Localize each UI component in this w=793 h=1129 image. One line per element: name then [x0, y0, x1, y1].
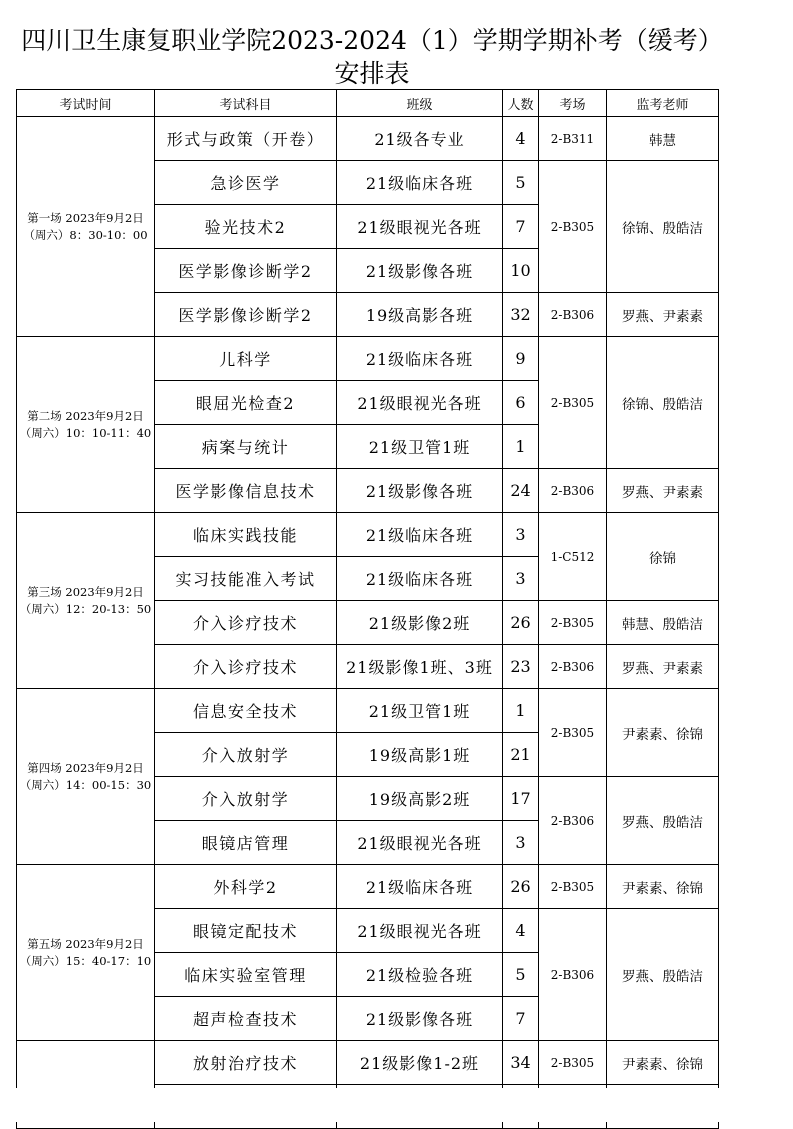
- exam-class: 21级影像1班、3班: [337, 645, 503, 689]
- exam-class: 21级影像1-2班: [337, 1041, 503, 1085]
- exam-subject: 外科学2: [155, 865, 337, 909]
- proctor: 尹素素、徐锦: [607, 689, 719, 777]
- exam-class: 21级眼视光各班: [337, 909, 503, 953]
- student-count: 17: [503, 777, 539, 821]
- page-cutoff: [0, 1088, 793, 1122]
- table-row: [17, 117, 719, 161]
- exam-subject: 医学影像诊断学2: [155, 249, 337, 293]
- student-count: 10: [503, 249, 539, 293]
- student-count: 3: [503, 557, 539, 601]
- exam-subject: 实习技能准入考试: [155, 557, 337, 601]
- session-time: 第一场 2023年9月2日（周六）8：30-10：00: [17, 117, 155, 337]
- session-time: 第三场 2023年9月2日（周六）12：20-13：50: [17, 513, 155, 689]
- header-class: 班级: [337, 90, 503, 117]
- exam-class: 21级眼视光各班: [337, 381, 503, 425]
- exam-room: 2-B305: [539, 601, 607, 645]
- student-count: 26: [503, 865, 539, 909]
- page-title: 四川卫生康复职业学院2023-2024（1）学期学期补考（缓考）安排表: [21, 26, 723, 88]
- student-count: 23: [503, 645, 539, 689]
- table-row: [17, 513, 719, 557]
- proctor: 罗燕、尹素素: [607, 469, 719, 513]
- header-row: [17, 90, 719, 117]
- table-row: [17, 337, 719, 381]
- exam-class: 21级影像各班: [337, 249, 503, 293]
- exam-class: 21级卫管1班: [337, 689, 503, 733]
- exam-subject: 眼屈光检查2: [155, 381, 337, 425]
- proctor: 尹素素、徐锦: [607, 1041, 719, 1085]
- header-proctor: 监考老师: [607, 90, 719, 117]
- exam-class: 21级影像各班: [337, 997, 503, 1041]
- exam-subject: 超声检查技术: [155, 997, 337, 1041]
- proctor: 尹素素、徐锦: [607, 865, 719, 909]
- exam-class: 21级临床各班: [337, 557, 503, 601]
- header-room: 考场: [539, 90, 607, 117]
- exam-room: 2-B305: [539, 337, 607, 469]
- exam-subject: 信息安全技术: [155, 689, 337, 733]
- exam-class: 21级影像2班: [337, 601, 503, 645]
- exam-class: 21级检验各班: [337, 953, 503, 997]
- proctor: 徐锦、殷皓洁: [607, 337, 719, 469]
- exam-class: 21级临床各班: [337, 337, 503, 381]
- exam-room: 2-B311: [539, 117, 607, 161]
- exam-room: 2-B306: [539, 469, 607, 513]
- exam-subject: 形式与政策（开卷）: [155, 117, 337, 161]
- student-count: 3: [503, 513, 539, 557]
- student-count: 26: [503, 601, 539, 645]
- exam-room: 2-B306: [539, 293, 607, 337]
- exam-schedule-table: [16, 89, 719, 1129]
- session-time: 第四场 2023年9月2日（周六）14：00-15：30: [17, 689, 155, 865]
- student-count: 1: [503, 689, 539, 733]
- exam-subject: 眼镜定配技术: [155, 909, 337, 953]
- exam-class: 21级眼视光各班: [337, 821, 503, 865]
- exam-subject: 介入诊疗技术: [155, 601, 337, 645]
- header-time: 考试时间: [17, 90, 155, 117]
- proctor: 韩慧、殷皓洁: [607, 601, 719, 645]
- student-count: 3: [503, 821, 539, 865]
- student-count: 34: [503, 1041, 539, 1085]
- exam-subject: 介入放射学: [155, 733, 337, 777]
- proctor: 韩慧: [607, 117, 719, 161]
- student-count: 7: [503, 205, 539, 249]
- student-count: 1: [503, 425, 539, 469]
- student-count: 7: [503, 997, 539, 1041]
- exam-subject: 介入放射学: [155, 777, 337, 821]
- proctor: 罗燕、殷皓洁: [607, 909, 719, 1041]
- student-count: 4: [503, 117, 539, 161]
- proctor: 罗燕、殷皓洁: [607, 777, 719, 865]
- exam-subject: 临床实验室管理: [155, 953, 337, 997]
- student-count: 5: [503, 953, 539, 997]
- student-count: 5: [503, 161, 539, 205]
- exam-room: 2-B305: [539, 161, 607, 293]
- exam-subject: 医学影像信息技术: [155, 469, 337, 513]
- student-count: 4: [503, 909, 539, 953]
- exam-subject: 眼镜店管理: [155, 821, 337, 865]
- header-subject: 考试科目: [155, 90, 337, 117]
- exam-subject: 病案与统计: [155, 425, 337, 469]
- table-row: [17, 1041, 719, 1085]
- exam-subject: 儿科学: [155, 337, 337, 381]
- exam-subject: 临床实践技能: [155, 513, 337, 557]
- exam-class: 21级影像各班: [337, 469, 503, 513]
- exam-subject: 介入诊疗技术: [155, 645, 337, 689]
- exam-class: 21级临床各班: [337, 513, 503, 557]
- student-count: 6: [503, 381, 539, 425]
- exam-subject: 放射治疗技术: [155, 1041, 337, 1085]
- table-row: [17, 865, 719, 909]
- proctor: 罗燕、尹素素: [607, 293, 719, 337]
- exam-subject: 验光技术2: [155, 205, 337, 249]
- header-count: 人数: [503, 90, 539, 117]
- exam-class: 21级临床各班: [337, 161, 503, 205]
- exam-class: 21级卫管1班: [337, 425, 503, 469]
- exam-class: 19级高影1班: [337, 733, 503, 777]
- exam-room: 2-B306: [539, 777, 607, 865]
- student-count: 9: [503, 337, 539, 381]
- proctor: 徐锦: [607, 513, 719, 601]
- student-count: 32: [503, 293, 539, 337]
- exam-subject: 急诊医学: [155, 161, 337, 205]
- student-count: 24: [503, 469, 539, 513]
- exam-room: 2-B306: [539, 645, 607, 689]
- exam-room: 1-C512: [539, 513, 607, 601]
- session-time: 第二场 2023年9月2日（周六）10：10-11：40: [17, 337, 155, 513]
- proctor: 罗燕、尹素素: [607, 645, 719, 689]
- exam-room: 2-B305: [539, 1041, 607, 1085]
- session-time: 第五场 2023年9月2日（周六）15：40-17：10: [17, 865, 155, 1041]
- proctor: 徐锦、殷皓洁: [607, 161, 719, 293]
- table-row: [17, 689, 719, 733]
- exam-class: 21级临床各班: [337, 865, 503, 909]
- exam-class: 21级各专业: [337, 117, 503, 161]
- exam-room: 2-B305: [539, 689, 607, 777]
- exam-class: 19级高影2班: [337, 777, 503, 821]
- exam-room: 2-B305: [539, 865, 607, 909]
- student-count: 21: [503, 733, 539, 777]
- exam-class: 19级高影各班: [337, 293, 503, 337]
- exam-class: 21级眼视光各班: [337, 205, 503, 249]
- exam-room: 2-B306: [539, 909, 607, 1041]
- exam-subject: 医学影像诊断学2: [155, 293, 337, 337]
